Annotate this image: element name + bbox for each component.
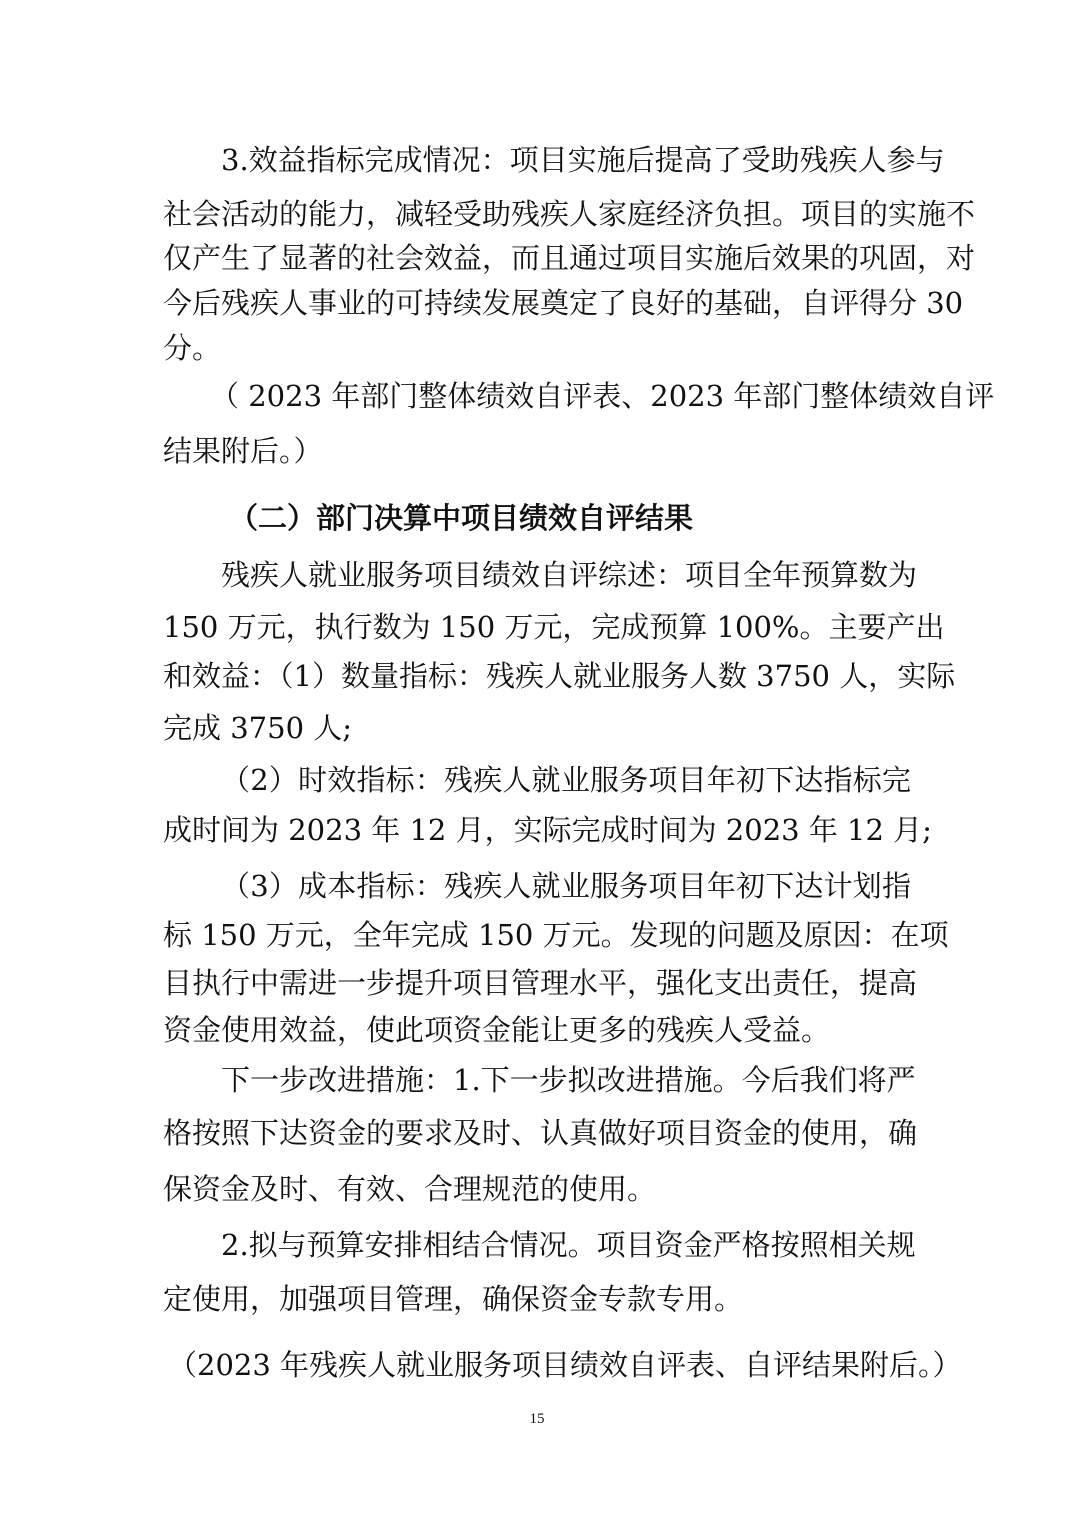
paragraph-line: 格按照下达资金的要求及时、认真做好项目资金的使用，确	[163, 1116, 918, 1150]
paragraph-line: 仅产生了显著的社会效益，而且通过项目实施后效果的巩固，对	[163, 241, 976, 275]
paragraph-line: 社会活动的能力，减轻受助残疾人家庭经济负担。项目的实施不	[163, 197, 976, 231]
paragraph-line: 2.拟与预算安排相结合情况。项目资金严格按照相关规	[221, 1228, 916, 1262]
attachment-note: （2023 年残疾人就业服务项目绩效自评表、自评结果附后。）	[168, 1348, 962, 1382]
paragraph-line: （3）成本指标：残疾人就业服务项目年初下达计划指	[221, 869, 911, 903]
paragraph-line: 成时间为 2023 年 12 月，实际完成时间为 2023 年 12 月;	[163, 813, 932, 847]
page-number: 15	[529, 1411, 545, 1427]
paragraph-line: （ 2023 年部门整体绩效自评表、2023 年部门整体绩效自评	[210, 379, 995, 413]
paragraph-line: 3.效益指标完成情况：项目实施后提高了受助残疾人参与	[221, 143, 945, 177]
paragraph-line: （2）时效指标：残疾人就业服务项目年初下达指标完	[221, 763, 911, 797]
paragraph-line: 今后残疾人事业的可持续发展奠定了良好的基础，自评得分 30	[163, 286, 964, 320]
paragraph-line: 下一步改进措施：1.下一步拟改进措施。今后我们将严	[221, 1063, 916, 1097]
paragraph-line: 和效益：（1）数量指标：残疾人就业服务人数 3750 人，实际	[163, 659, 956, 693]
paragraph-line: 标 150 万元，全年完成 150 万元。发现的问题及原因：在项	[163, 918, 949, 952]
paragraph-line: 结果附后。）	[163, 434, 323, 468]
paragraph-line: 残疾人就业服务项目绩效自评综述：项目全年预算数为	[221, 558, 918, 592]
paragraph-line: 150 万元，执行数为 150 万元，完成预算 100%。主要产出	[163, 610, 945, 644]
section-heading: （二）部门决算中项目绩效自评结果	[229, 501, 694, 535]
paragraph-line: 定使用，加强项目管理，确保资金专款专用。	[163, 1282, 744, 1316]
paragraph-line: 分。	[163, 331, 222, 365]
paragraph-line: 完成 3750 人;	[163, 711, 353, 745]
paragraph-line: 保资金及时、有效、合理规范的使用。	[163, 1172, 657, 1206]
paragraph-line: 目执行中需进一步提升项目管理水平，强化支出责任，提高	[163, 966, 918, 1000]
paragraph-line: 资金使用效益，使此项资金能让更多的残疾人受益。	[163, 1013, 831, 1047]
